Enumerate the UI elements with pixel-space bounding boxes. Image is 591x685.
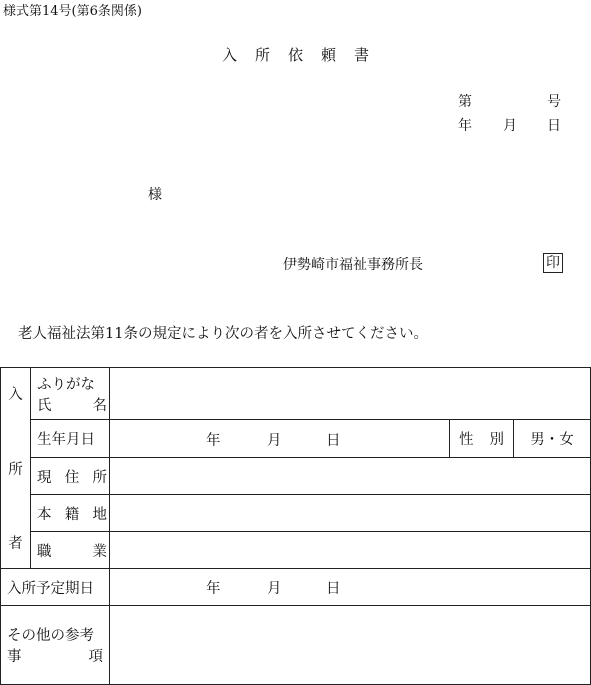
date-day: 日 xyxy=(547,118,561,134)
domicile-label xyxy=(31,495,110,532)
table-row xyxy=(1,495,591,532)
title-char: 所 xyxy=(254,46,270,64)
side-label-char: 者 xyxy=(8,536,23,552)
name-label-char: 名 xyxy=(92,397,107,414)
table-row xyxy=(1,606,591,685)
intro-text: 老人福祉法第11条の規定により次の者を入所させてください。 xyxy=(18,326,428,342)
birth-month: 月 xyxy=(267,432,282,449)
other-notes-field[interactable] xyxy=(110,606,591,685)
address-field[interactable] xyxy=(110,458,591,495)
birthdate-label: 生年月日 xyxy=(31,420,110,458)
resident-side-label xyxy=(1,368,31,569)
name-label-text xyxy=(37,394,107,415)
seal-mark xyxy=(543,252,563,273)
sex-label-char: 別 xyxy=(489,432,504,448)
scheduled-day: 日 xyxy=(326,581,341,597)
domicile-label-char: 本 xyxy=(37,506,52,523)
document-title xyxy=(0,44,591,65)
table-row xyxy=(1,569,591,606)
sex-label xyxy=(450,420,514,458)
title-char: 頼 xyxy=(321,46,337,64)
title-char: 依 xyxy=(287,46,303,64)
occupation-label-char: 職 xyxy=(37,543,52,560)
application-table xyxy=(0,367,591,685)
sex-options[interactable]: 男・女 xyxy=(514,420,591,458)
scheduled-year: 年 xyxy=(206,581,221,597)
other-notes-label-line1: その他の参考 xyxy=(7,628,94,644)
addressee-suffix: 様 xyxy=(148,187,162,203)
scheduled-month: 月 xyxy=(267,581,282,597)
issuer: 伊勢崎市福祉事務所長 xyxy=(283,257,423,273)
form-label: 様式第14号(第6条関係) xyxy=(3,4,142,19)
side-label-char: 入 xyxy=(8,387,23,403)
occupation-label xyxy=(31,532,110,569)
occupation-label-char: 業 xyxy=(92,543,107,560)
address-label xyxy=(31,458,110,495)
date-year: 年 xyxy=(458,118,472,134)
title-char: 書 xyxy=(354,46,370,64)
number-suffix: 号 xyxy=(547,94,561,110)
date-month: 月 xyxy=(503,118,517,134)
other-notes-label-line2 xyxy=(7,645,103,666)
birth-year: 年 xyxy=(206,432,221,449)
table-row xyxy=(1,532,591,569)
table-row xyxy=(1,458,591,495)
furigana-label: ふりがな xyxy=(37,376,95,393)
address-label-char: 所 xyxy=(92,469,107,486)
other-label-char: 項 xyxy=(88,649,103,665)
table-row xyxy=(1,420,591,458)
domicile-label-char: 籍 xyxy=(64,506,80,523)
seal-text: 印 xyxy=(543,253,563,273)
other-notes-label xyxy=(1,606,110,685)
domicile-field[interactable] xyxy=(110,495,591,532)
other-label-char: 事 xyxy=(7,649,22,665)
birthdate-field[interactable] xyxy=(110,420,450,458)
sex-label-char: 性 xyxy=(459,432,474,448)
occupation-field[interactable] xyxy=(110,532,591,569)
domicile-label-char: 地 xyxy=(92,506,107,523)
scheduled-date-label: 入所予定期日 xyxy=(1,569,110,606)
address-label-char: 現 xyxy=(37,469,52,486)
number-prefix: 第 xyxy=(458,94,472,110)
name-label-char: 氏 xyxy=(37,397,52,414)
title-char: 入 xyxy=(221,46,237,64)
address-label-char: 住 xyxy=(64,469,80,486)
table-row xyxy=(1,368,591,420)
side-label-char: 所 xyxy=(8,461,23,478)
name-label xyxy=(31,368,110,420)
name-field[interactable] xyxy=(110,368,591,420)
scheduled-date-field[interactable] xyxy=(110,569,591,606)
birth-day: 日 xyxy=(326,432,341,449)
